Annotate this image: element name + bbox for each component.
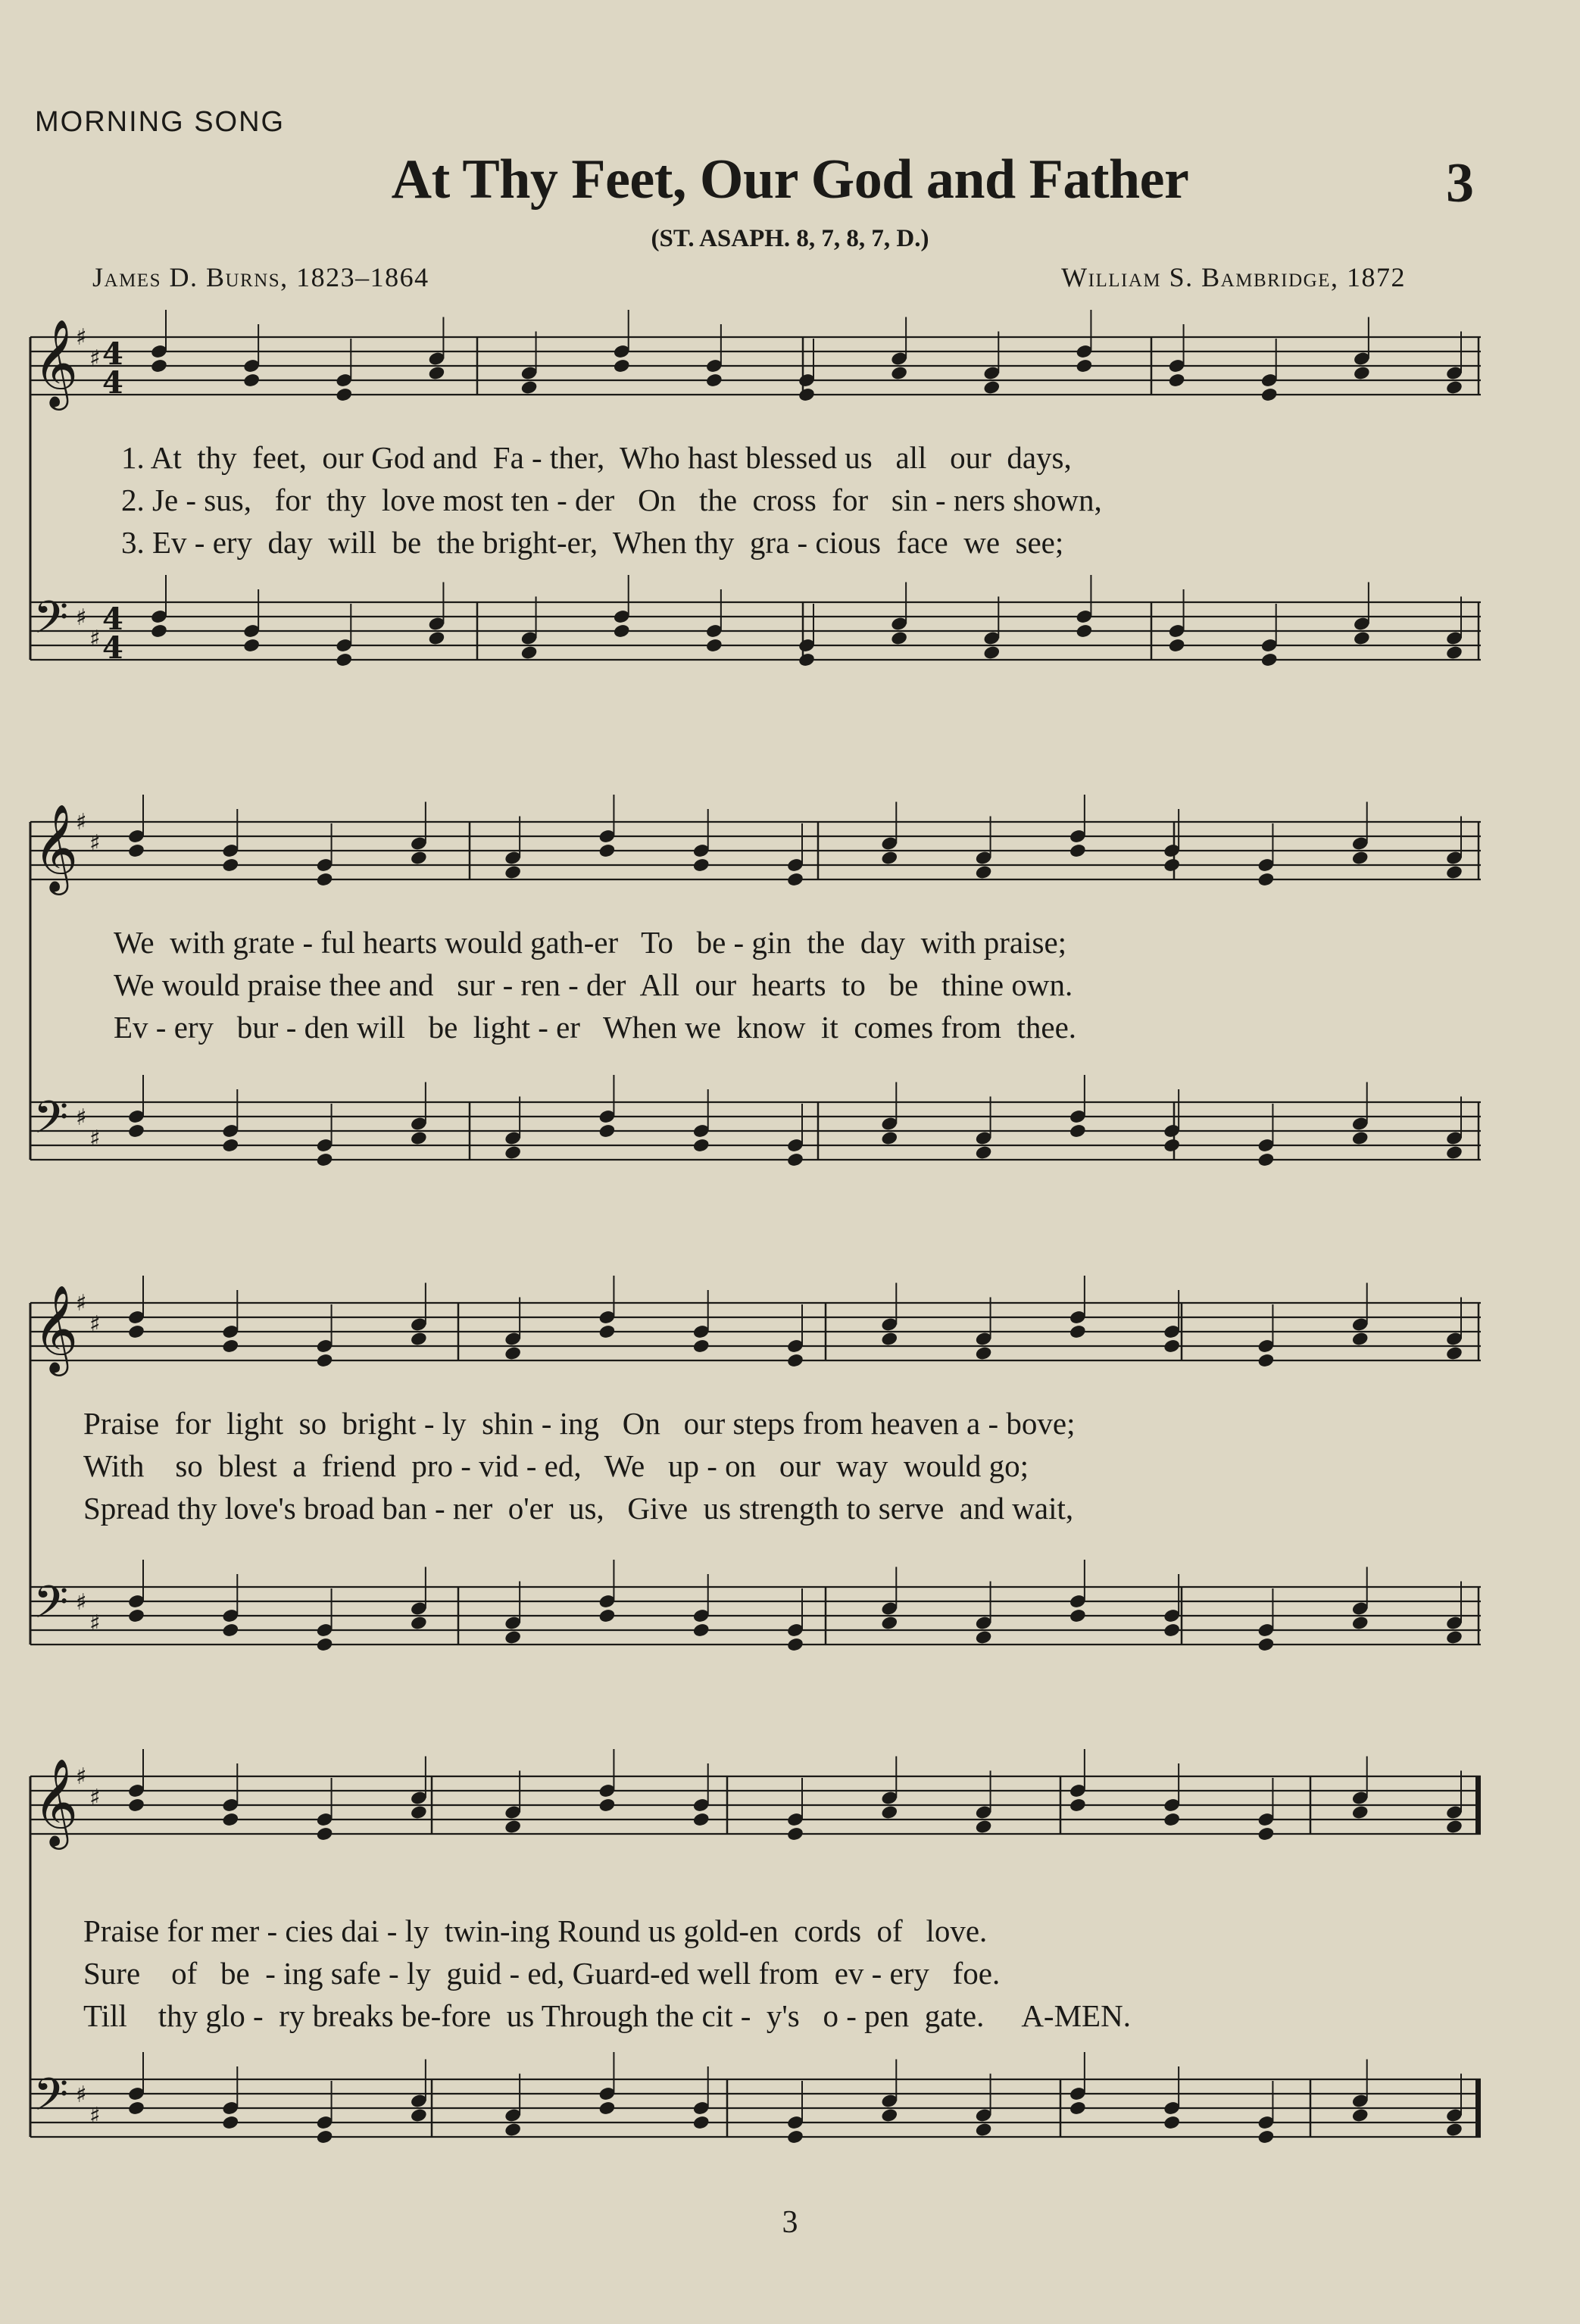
note-head [1445,864,1463,880]
note-head [221,1812,239,1828]
tune-name: (ST. ASAPH. 8, 7, 8, 7, D.) [651,225,929,252]
lyric-line: We would praise thee and sur - ren - der All our hearts to be thine own. [114,967,1073,1002]
note-head [1257,1353,1275,1369]
note-head [1168,373,1186,389]
note-head [410,1615,428,1631]
note-head [316,1353,334,1369]
lyric-line: Praise for mer - cies dai - ly twin-ing Round us gold-en cords of love. [83,1913,988,1948]
lyric-line: Ev - ery bur - den will be light - er When we know it comes from thee. [114,1010,1077,1045]
bass-staff [30,2052,1481,2144]
note-head [598,1324,616,1340]
lyric-line: Praise for light so bright - ly shin - ing On our steps from heaven a - bove; [83,1406,1076,1441]
note-head [880,2107,898,2123]
note-head [1351,1130,1369,1146]
bass-staff [30,1075,1481,1167]
treble-staff [30,310,1481,411]
time-sig-icon: 4 [102,336,123,372]
note-head [316,1637,334,1653]
note-head [1069,843,1087,859]
note-head [504,1629,522,1645]
note-head [1445,1145,1463,1160]
note-head [1445,645,1463,661]
sharp-icon: ♯ [76,324,87,351]
note-head [1069,1798,1087,1813]
note-head [504,1345,522,1361]
note-head [221,2115,239,2131]
note-head [150,358,168,374]
note-head [1260,652,1279,668]
note-head [504,2122,522,2138]
note-head [410,850,428,866]
note-head [705,373,723,389]
note-head [1069,2101,1087,2116]
note-head [786,1826,804,1842]
sharp-icon: ♯ [76,809,87,836]
note-head [1257,1637,1275,1653]
note-head [242,638,261,654]
bass-clef-icon: 𝄢 [33,591,69,654]
note-head [520,645,539,661]
sharp-icon: ♯ [89,2103,101,2129]
note-head [613,623,631,639]
note-head [1069,1608,1087,1624]
time-sig-icon: 4 [102,365,123,401]
note-head [1163,1812,1181,1828]
hymn-number: 3 [1446,152,1474,214]
note-head [1075,358,1093,374]
note-head [1163,2115,1181,2131]
note-head [786,1637,804,1653]
sharp-icon: ♯ [89,626,101,652]
treble-clef-icon: 𝄞 [33,1284,79,1373]
note-head [975,1629,993,1645]
treble-clef-icon: 𝄞 [33,1757,79,1846]
note-head [1168,638,1186,654]
note-head [798,387,816,403]
note-head [880,850,898,866]
lyric-line: Till thy glo - ry breaks be-fore us Through the cit - y's o - pen gate. A-MEN. [83,1998,1131,2033]
sharp-icon: ♯ [76,1290,87,1317]
note-head [598,2101,616,2116]
note-head [410,2107,428,2123]
treble-staff [30,795,1481,895]
note-head [410,1804,428,1820]
note-head [982,380,1001,395]
note-head [692,2115,710,2131]
bass-clef-icon: 𝄢 [33,1091,69,1154]
lyric-line: Sure of be - ing safe - ly guid - ed, Guard-ed well from ev - ery foe. [83,1956,1001,1991]
treble-clef-icon: 𝄞 [33,318,79,407]
hymn-title: At Thy Feet, Our God and Father [391,148,1189,211]
note-head [975,2122,993,2138]
note-head [221,857,239,873]
note-head [1163,857,1181,873]
note-head [316,2129,334,2145]
note-head [316,872,334,888]
note-head [982,645,1001,661]
lyric-line: 1. At thy feet, our God and Fa - ther, Who hast blessed us all our days, [121,440,1072,475]
note-head [692,1812,710,1828]
note-head [786,1152,804,1168]
note-head [598,1798,616,1813]
sharp-icon: ♯ [89,345,101,372]
sharp-icon: ♯ [89,1311,101,1338]
note-head [427,630,445,646]
page-number: 3 [782,2205,798,2240]
note-head [975,1819,993,1835]
sharp-icon: ♯ [76,604,87,631]
note-head [975,864,993,880]
note-head [890,630,908,646]
lyric-line: Spread thy love's broad ban - ner o'er us, Give us strength to serve and wait, [83,1491,1074,1526]
note-head [705,638,723,654]
note-head [692,1138,710,1154]
note-head [1445,2122,1463,2138]
note-head [127,843,145,859]
music-system [23,1742,1481,2166]
sharp-icon: ♯ [76,1589,87,1616]
note-head [598,1123,616,1139]
lyric-line: With so blest a friend pro - vid - ed, We up - on our way would go; [83,1448,1029,1483]
music-system [23,303,1481,727]
note-head [520,380,539,395]
note-head [1353,365,1371,381]
note-head [786,2129,804,2145]
author-credit: James D. Burns, 1823–1864 [92,262,429,292]
note-head [427,365,445,381]
note-head [316,1826,334,1842]
lyric-line: We with grate - ful hearts would gath-er To be - gin the day with praise; [114,925,1067,960]
note-head [1353,630,1371,646]
note-head [1445,1629,1463,1645]
note-head [221,1138,239,1154]
note-head [1163,1623,1181,1638]
note-head [798,652,816,668]
note-head [1075,623,1093,639]
note-head [1351,1615,1369,1631]
note-head [692,857,710,873]
note-head [410,1331,428,1347]
note-head [1257,872,1275,888]
note-head [1351,2107,1369,2123]
note-head [1260,387,1279,403]
note-head [1351,1804,1369,1820]
note-head [1069,1324,1087,1340]
bass-clef-icon: 𝄢 [33,1576,69,1639]
note-head [786,1353,804,1369]
treble-staff [30,1276,1481,1376]
note-head [880,1130,898,1146]
note-head [150,623,168,639]
note-head [975,1145,993,1160]
note-head [316,1152,334,1168]
music-system [23,788,1481,1212]
staff-graphic [23,1742,1481,2166]
time-sig-icon: 4 [102,630,123,666]
note-head [598,1608,616,1624]
note-head [786,872,804,888]
note-head [335,387,353,403]
note-head [880,1804,898,1820]
note-head [410,1130,428,1146]
note-head [127,1608,145,1624]
note-head [504,864,522,880]
note-head [613,358,631,374]
note-head [1351,850,1369,866]
composer-credit: William S. Bambridge, 1872 [1061,262,1406,292]
note-head [221,1623,239,1638]
note-head [975,1345,993,1361]
lyric-line: 2. Je - sus, for thy love most ten - der On the cross for sin - ners shown, [121,483,1102,517]
note-head [1257,1152,1275,1168]
note-head [880,1615,898,1631]
note-head [127,2101,145,2116]
lyric-line: 3. Ev - ery day will be the bright-er, When thy gra - cious face we see; [121,525,1064,560]
note-head [1351,1331,1369,1347]
sharp-icon: ♯ [76,2082,87,2108]
note-head [504,1819,522,1835]
treble-staff [30,1749,1481,1850]
note-head [335,652,353,668]
note-head [127,1798,145,1813]
note-head [127,1123,145,1139]
note-head [1445,1345,1463,1361]
note-head [1257,1826,1275,1842]
bass-staff [30,1560,1481,1652]
sharp-icon: ♯ [89,1126,101,1152]
note-head [890,365,908,381]
sharp-icon: ♯ [89,1785,101,1811]
note-head [598,843,616,859]
note-head [1163,1338,1181,1354]
note-head [692,1338,710,1354]
note-head [1163,1138,1181,1154]
note-head [127,1324,145,1340]
note-head [1445,380,1463,395]
bass-staff [30,575,1481,667]
music-system [23,1269,1481,1693]
section-label: MORNING SONG [35,106,286,138]
note-head [1257,2129,1275,2145]
sharp-icon: ♯ [89,830,101,857]
note-head [1069,1123,1087,1139]
note-head [504,1145,522,1160]
bass-clef-icon: 𝄢 [33,2068,69,2132]
note-head [1445,1819,1463,1835]
note-head [880,1331,898,1347]
sharp-icon: ♯ [89,1610,101,1637]
note-head [242,373,261,389]
sharp-icon: ♯ [76,1104,87,1131]
note-head [221,1338,239,1354]
treble-clef-icon: 𝄞 [33,803,79,892]
sharp-icon: ♯ [76,1763,87,1790]
time-sig-icon: 4 [102,601,123,637]
note-head [692,1623,710,1638]
